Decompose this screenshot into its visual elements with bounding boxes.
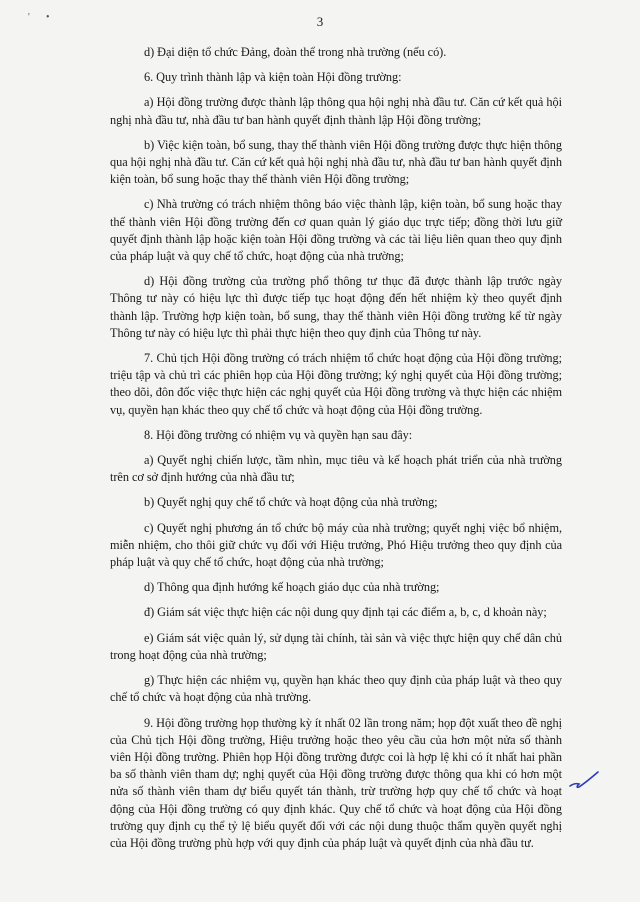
paragraph-8d: d) Thông qua định hướng kế hoạch giáo dục của nhà trường; xyxy=(144,580,440,595)
paragraph-8c: c) Quyết nghị phương án tổ chức bộ máy của nhà trường; quyết nghị việc bổ nhiệm, miễn nhiệm, cho thôi giữ chức vụ đối với Hiệu trưởng, Phó Hiệu trưởng theo quy định của pháp luật và quy chế tổ chức, hoạt động của nhà trường; xyxy=(110,520,562,570)
paragraph-8b: b) Quyết nghị quy chế tổ chức và hoạt động của nhà trường; xyxy=(144,495,438,510)
paragraph-6a: a) Hội đồng trường được thành lập thông qua hội nghị nhà đầu tư. Căn cứ kết quả hội nghị nhà đầu tư, nhà đầu tư ban hành quyết định thành lập Hội đồng trường; xyxy=(110,95,562,127)
paragraph-8e: e) Giám sát việc quản lý, sử dụng tài chính, tài sản và việc thực hiện quy chế dân chủ trong hoạt động của nhà trường; xyxy=(110,630,562,662)
paragraph-6c: c) Nhà trường có trách nhiệm thông báo việc thành lập, kiện toàn, bổ sung hoặc thay thế thành viên Hội đồng trường đến cơ quan quản lý giáo dục trực tiếp; đồng thời lưu giữ quyết định thành lập hoặc kiện toàn Hội đồng trường và các tài liệu liên quan theo quy định của pháp luật và quy chế tổ chức, hoạt động của nhà trường; xyxy=(110,197,562,264)
paragraph-8: 8. Hội đồng trường có nhiệm vụ và quyền hạn sau đây: xyxy=(144,427,413,442)
paragraph-6b: b) Việc kiện toàn, bổ sung, thay thế thành viên Hội đồng trường được thực hiện thông qua hội nghị nhà đầu tư. Căn cứ kết quả hội nghị nhà đầu tư, nhà đầu tư ban hành quyết định kiện toàn, bổ sung hoặc thay thế thành viên Hội đồng trường; xyxy=(110,137,562,187)
paragraph-6: 6. Quy trình thành lập và kiện toàn Hội đồng trường: xyxy=(144,70,402,85)
document-body xyxy=(110,44,562,860)
paragraph-8g: g) Thực hiện các nhiệm vụ, quyền hạn khác theo quy định của pháp luật và theo quy chế tổ chức và hoạt động của nhà trường. xyxy=(110,673,562,705)
paragraph-9: 9. Hội đồng trường họp thường kỳ ít nhất 02 lần trong năm; họp đột xuất theo đề nghị của Chủ tịch Hội đồng trường, Hiệu trưởng hoặc theo yêu cầu của hơn một nửa số thành viên Hội đồng trường. Phiên họp Hội đồng trường được coi là hợp lệ khi có ít nhất hai phần ba số thành viên tham dự; nghị quyết của Hội đồng trường được thông qua khi có hơn một nửa số thành viên tham dự biểu quyết tán thành, trừ trường hợp quy chế tổ chức và hoạt động của Hội đồng trường có quy định khác. Quy chế tổ chức và hoạt động của Hội đồng trường quy định cụ thể tỷ lệ biểu quyết đối với các nội dung thuộc thẩm quyền quyết nghị của Hội đồng trường phù hợp với quy định của pháp luật và quyết định của nhà đầu tư. xyxy=(110,715,562,850)
initial-signature-icon xyxy=(567,768,601,790)
paragraph-8a: a) Quyết nghị chiến lược, tầm nhìn, mục tiêu và kế hoạch phát triển của nhà trường trên cơ sở định hướng của nhà đầu tư; xyxy=(110,453,562,485)
paragraph-8dd: đ) Giám sát việc thực hiện các nội dung quy định tại các điểm a, b, c, d khoản này; xyxy=(144,605,547,620)
scan-mark: • xyxy=(46,12,50,23)
scan-mark: ' xyxy=(28,12,30,23)
paragraph-6d-transition: d) Hội đồng trường của trường phổ thông tư thục đã được thành lập trước ngày Thông tư này có hiệu lực thì được tiếp tục hoạt động đến hết nhiệm kỳ theo quyết định thành lập. Trường hợp kiện toàn, bổ sung, thay thế thành viên Hội đồng trường kể từ ngày Thông tư này có hiệu lực thì phải thực hiện theo quy định của Thông tư này. xyxy=(110,274,562,340)
paragraph-7: 7. Chủ tịch Hội đồng trường có trách nhiệm tổ chức hoạt động của Hội đồng trường; triệu tập và chủ trì các phiên họp của Hội đồng trường; ký nghị quyết của Hội đồng trường; theo dõi, đôn đốc việc thực hiện các nghị quyết của Hội đồng trường và thực hiện các nhiệm vụ, quyền hạn khác theo quy chế tổ chức và hoạt động của Hội đồng trường. xyxy=(110,351,562,417)
page-number: 3 xyxy=(316,14,324,29)
paragraph-6d: d) Đại diện tổ chức Đảng, đoàn thể trong nhà trường (nếu có). xyxy=(144,45,447,59)
